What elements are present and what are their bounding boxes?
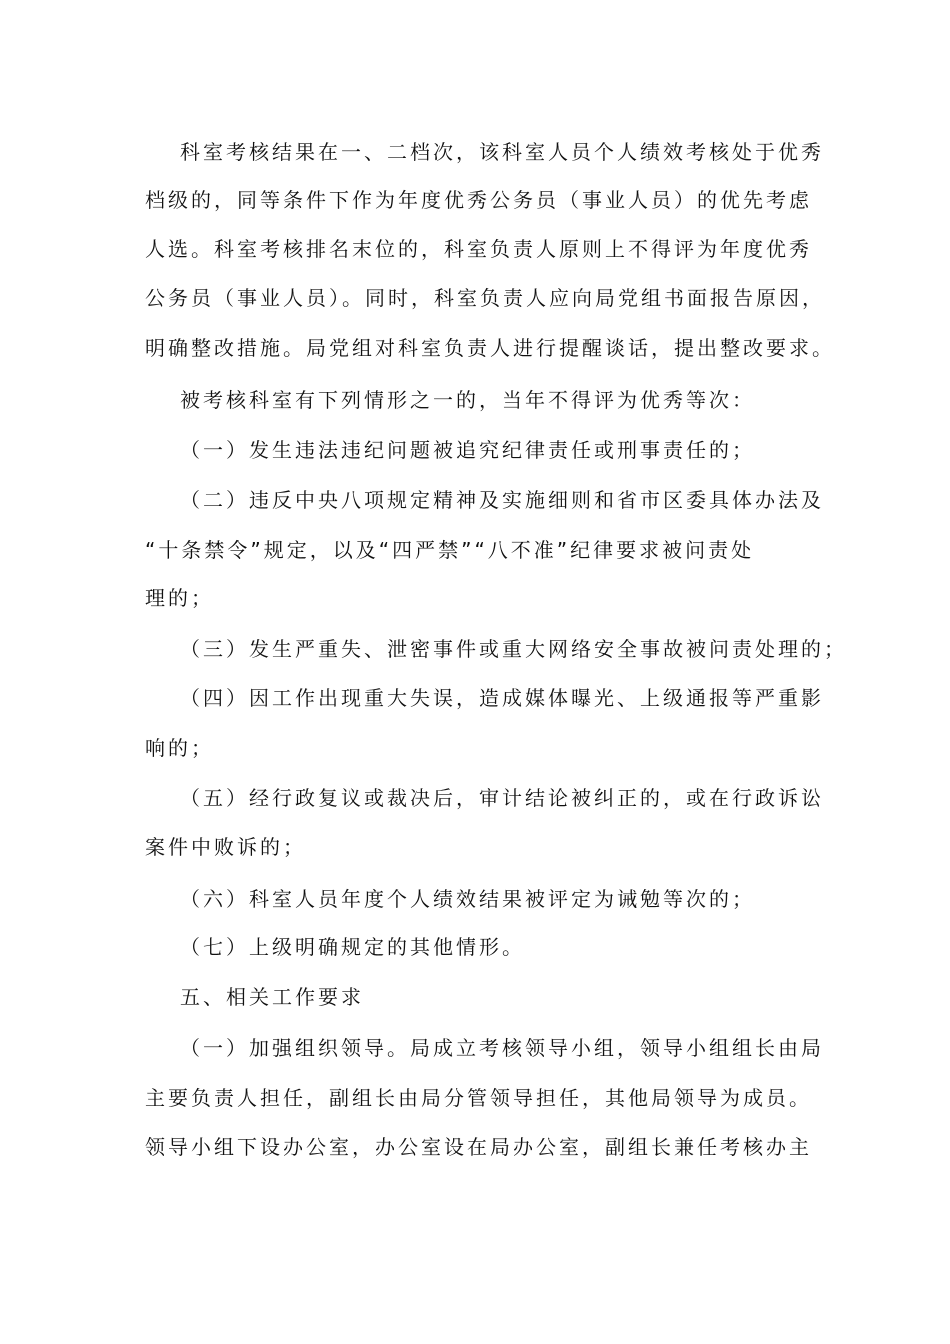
paragraph-line: 档级的，同等条件下作为年度优秀公务员（事业人员）的优先考虑	[145, 188, 812, 212]
paragraph-line: 公务员（事业人员）。同时，科室负责人应向局党组书面报告原因，	[145, 286, 825, 310]
list-item-line: （四）因工作出现重大失误，造成媒体曝光、上级通报等严重影	[180, 686, 824, 710]
paragraph-line: 科室考核结果在一、二档次，该科室人员个人绩效考核处于优秀	[180, 140, 824, 164]
paragraph-line: 主要负责人担任，副组长由局分管领导担任，其他局领导为成员。	[145, 1086, 812, 1110]
paragraph-line: 人选。科室考核排名末位的，科室负责人原则上不得评为年度优秀	[145, 237, 812, 261]
list-item-line: （三）发生严重失、泄密事件或重大网络安全事故被问责处理的；	[180, 637, 847, 661]
list-item-line: （二）违反中央八项规定精神及实施细则和省市区委具体办法及	[180, 488, 824, 512]
list-item-line: （五）经行政复议或裁决后，审计结论被纠正的，或在行政诉讼	[180, 786, 824, 810]
list-item-line: 案件中败诉的；	[145, 835, 306, 859]
paragraph-line: （一）加强组织领导。局成立考核领导小组，领导小组组长由局	[180, 1036, 824, 1060]
list-item-line: （七）上级明确规定的其他情形。	[180, 935, 525, 959]
list-item-line: （一）发生违法违纪问题被追究纪律责任或刑事责任的；	[180, 438, 755, 462]
list-item-line: 理的；	[145, 586, 214, 610]
paragraph-line: 明确整改措施。局党组对科室负责人进行提醒谈话，提出整改要求。	[145, 336, 835, 360]
list-item-line: “十条禁令”规定，以及“四严禁”“八不准”纪律要求被问责处	[145, 538, 755, 562]
paragraph-line: 被考核科室有下列情形之一的，当年不得评为优秀等次：	[180, 388, 755, 412]
list-item-line: （六）科室人员年度个人绩效结果被评定为诫勉等次的；	[180, 887, 755, 911]
list-item-line: 响的；	[145, 736, 214, 760]
section-heading: 五、相关工作要求	[180, 985, 364, 1009]
paragraph-line: 领导小组下设办公室，办公室设在局办公室，副组长兼任考核办主	[145, 1135, 812, 1159]
